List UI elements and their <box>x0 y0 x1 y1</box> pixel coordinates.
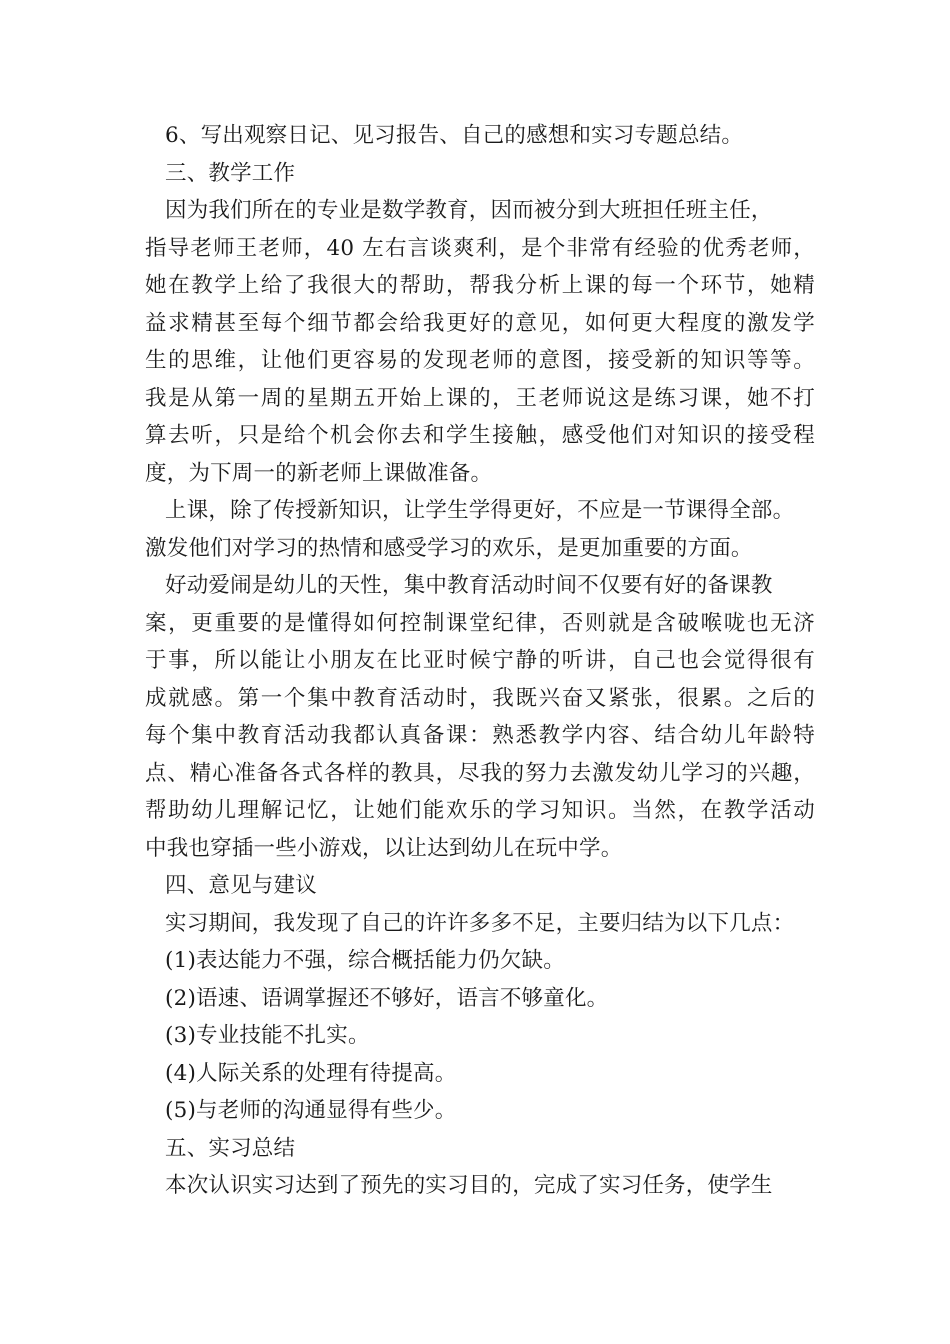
paragraph-line: 上课，除了传授新知识，让学生学得更好，不应是一节课得全部。 <box>165 498 795 523</box>
paragraph-line: 度，为下周一的新老师上课做准备。 <box>145 460 493 486</box>
section-heading: 五、实习总结 <box>165 1135 296 1161</box>
list-item: (4)人际关系的处理有待提高。 <box>165 1060 457 1086</box>
paragraph-line: 实习期间，我发现了自己的许许多多不足，主要归结为以下几点： <box>165 910 795 936</box>
paragraph-line: 益求精甚至每个细节都会给我更好的意见，如何更大程度的激发学 <box>145 310 815 336</box>
paragraph-line: 算去听，只是给个机会你去和学生接触，感受他们对知识的接受程 <box>145 423 815 448</box>
paragraph-line: 6、写出观察日记、见习报告、自己的感想和实习专题总结。 <box>165 123 744 148</box>
paragraph-line: 帮助幼儿理解记忆，让她们能欢乐的学习知识。当然，在教学活动 <box>145 798 815 823</box>
paragraph-line: 因为我们所在的专业是数学教育，因而被分到大班担任班主任， <box>165 198 773 223</box>
document-body <box>145 117 815 1205</box>
paragraph-line: 生的思维，让他们更容易的发现老师的意图，接受新的知识等等。 <box>145 348 815 373</box>
paragraph-line: 成就感。第一个集中教育活动时，我既兴奋又紧张，很累。之后的 <box>145 685 815 711</box>
paragraph-line: 激发他们对学习的热情和感受学习的欢乐，是更加重要的方面。 <box>145 535 753 561</box>
paragraph-line: 每个集中教育活动我都认真备课：熟悉教学内容、结合幼儿年龄特 <box>145 723 815 748</box>
paragraph-line: 指导老师王老师，40 左右言谈爽利，是个非常有经验的优秀老师， <box>145 235 815 261</box>
list-item: (2)语速、语调掌握还不够好，语言不够童化。 <box>165 985 609 1011</box>
list-item: (5)与老师的沟通显得有些少。 <box>165 1098 457 1123</box>
section-heading: 四、意见与建议 <box>165 873 317 898</box>
list-item: (1)表达能力不强，综合概括能力仍欠缺。 <box>165 948 565 973</box>
paragraph-line: 好动爱闹是幼儿的天性，集中教育活动时间不仅要有好的备课教 <box>165 573 773 598</box>
section-heading: 三、教学工作 <box>165 160 296 186</box>
list-item: (3)专业技能不扎实。 <box>165 1023 370 1048</box>
paragraph-line: 中我也穿插一些小游戏，以让达到幼儿在玩中学。 <box>145 835 623 861</box>
paragraph-line: 于事，所以能让小朋友在比亚时候宁静的听讲，自己也会觉得很有 <box>145 648 815 673</box>
paragraph-line: 我是从第一周的星期五开始上课的，王老师说这是练习课，她不打 <box>145 385 815 411</box>
paragraph-line: 案，更重要的是懂得如何控制课堂纪律，否则就是含破喉咙也无济 <box>145 610 815 636</box>
paragraph-line: 她在教学上给了我很大的帮助，帮我分析上课的每一个环节，她精 <box>145 273 815 298</box>
paragraph-line: 本次认识实习达到了预先的实习目的，完成了实习任务，使学生 <box>165 1173 773 1198</box>
paragraph-line: 点、精心准备各式各样的教具，尽我的努力去激发幼儿学习的兴趣， <box>145 760 815 786</box>
